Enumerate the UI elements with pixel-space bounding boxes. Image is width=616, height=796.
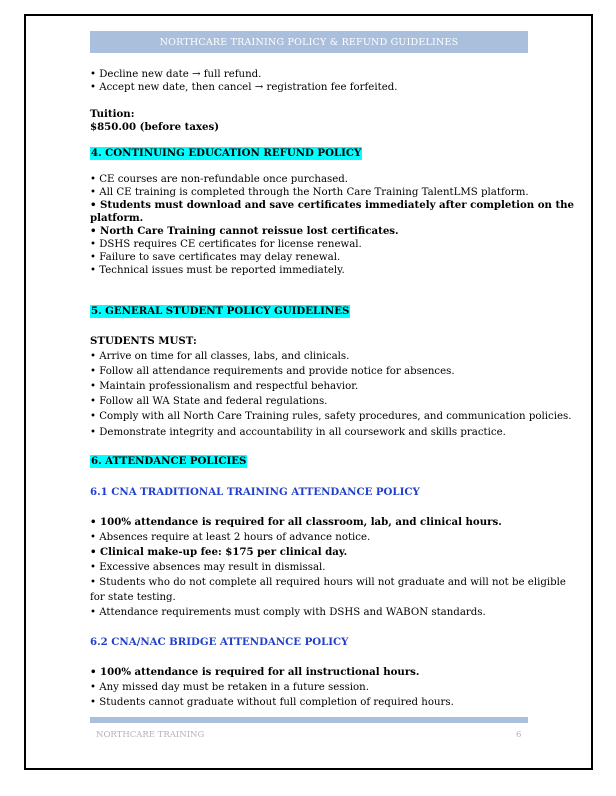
list-item: • Students who do not complete all required hours will not graduate and will not be eligible (90, 577, 566, 588)
footer-rule (90, 717, 528, 723)
list-item: • Accept new date, then cancel → registration fee forfeited. (90, 82, 398, 93)
subsection-6-2-heading: 6.2 CNA/NAC BRIDGE ATTENDANCE POLICY (90, 636, 349, 648)
list-item: • CE courses are non-refundable once purchased. (90, 174, 349, 185)
tuition-label: Tuition: (90, 108, 135, 120)
list-item: • Comply with all North Care Training rules, safety procedures, and communication policies. (90, 411, 572, 422)
list-item: • Demonstrate integrity and accountability in all coursework and skills practice. (90, 427, 506, 438)
list-item: • Maintain professionalism and respectful behavior. (90, 381, 359, 392)
list-item: • Students cannot graduate without full completion of required hours. (90, 697, 454, 708)
section-6-heading: 6. ATTENDANCE POLICIES (91, 455, 247, 467)
header-title: NORTHCARE TRAINING POLICY & REFUND GUIDELINES (159, 36, 459, 48)
list-item: • Follow all attendance requirements and provide notice for absences. (90, 366, 455, 377)
footer-org-name: NORTHCARE TRAINING (96, 730, 205, 740)
list-item: • DSHS requires CE certificates for license renewal. (90, 239, 362, 250)
section-heading (90, 455, 530, 468)
list-item: for state testing. (90, 592, 176, 603)
students-must-label: STUDENTS MUST: (90, 335, 197, 347)
list-item: • Absences require at least 2 hours of advance notice. (90, 532, 371, 543)
tuition-value: $850.00 (before taxes) (90, 121, 220, 133)
list-item: • Students must download and save certificates immediately after completion on the (90, 199, 575, 211)
list-item: • Follow all WA State and federal regulations. (90, 396, 328, 407)
list-item: • Technical issues must be reported immediately. (90, 265, 345, 276)
section-4-heading: 4. CONTINUING EDUCATION REFUND POLICY (91, 147, 362, 159)
page-number: 6 (516, 730, 522, 740)
list-item: • All CE training is completed through the North Care Training TalentLMS platform. (90, 187, 529, 198)
list-item: • Arrive on time for all classes, labs, and clinicals. (90, 351, 350, 362)
section-heading (90, 305, 530, 318)
list-item: • Failure to save certificates may delay renewal. (90, 252, 341, 263)
section-heading (90, 147, 530, 160)
list-item: • 100% attendance is required for all instructional hours. (90, 666, 420, 678)
list-item: • North Care Training cannot reissue lost certificates. (90, 225, 399, 237)
list-item: • Decline new date → full refund. (90, 69, 262, 80)
list-item: • Clinical make-up fee: $175 per clinical day. (90, 546, 348, 558)
section-5-heading: 5. GENERAL STUDENT POLICY GUIDELINES (91, 305, 350, 317)
page-header (90, 31, 528, 53)
list-item: • Excessive absences may result in dismissal. (90, 562, 326, 573)
subsection-6-1-heading: 6.1 CNA TRADITIONAL TRAINING ATTENDANCE POLICY (90, 486, 420, 498)
list-item: • Attendance requirements must comply with DSHS and WABON standards. (90, 607, 486, 618)
list-item: • 100% attendance is required for all classroom, lab, and clinical hours. (90, 516, 502, 528)
list-item: platform. (90, 212, 144, 224)
list-item: • Any missed day must be retaken in a future session. (90, 682, 369, 693)
